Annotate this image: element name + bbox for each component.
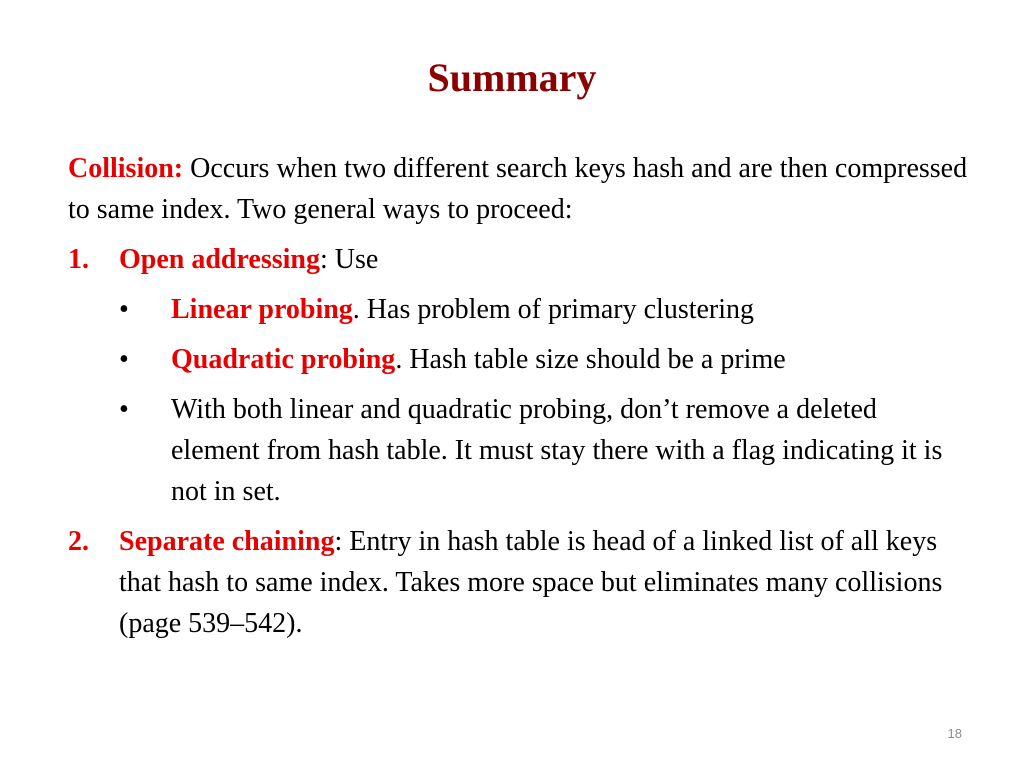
- bullet-quadratic-probing: [119, 339, 968, 380]
- bullet-linear-probing: [119, 289, 968, 330]
- bullet-deletion-note: [119, 389, 968, 512]
- open-addressing-label: Open addressing: [119, 244, 320, 275]
- list-item-separate-chaining: [68, 521, 968, 644]
- list-number: 1.: [68, 244, 89, 275]
- deletion-note-text: With both linear and quadratic probing, don’t remove a deleted element from hash table. It must stay there with a flag indicating it is not in set.: [171, 394, 943, 507]
- list-item-open-addressing: [68, 239, 968, 512]
- slide-body: [68, 148, 968, 644]
- linear-probing-label: Linear probing: [171, 294, 353, 325]
- list-number: 2.: [68, 526, 89, 557]
- quadratic-probing-text: . Hash table size should be a prime: [395, 344, 786, 375]
- quadratic-probing-label: Quadratic probing: [171, 344, 396, 375]
- open-addressing-bullets: [119, 289, 968, 512]
- linear-probing-text: . Has problem of primary clustering: [352, 294, 755, 325]
- collision-paragraph: [68, 148, 968, 230]
- collision-label: Collision:: [68, 153, 184, 184]
- bullet-icon: •: [119, 294, 129, 325]
- separate-chaining-text: : Entry in hash table is head of a linked list of all keys that hash to same index. Takes more space but eliminates many collisions (page 539–542).: [119, 526, 943, 639]
- bullet-icon: •: [119, 394, 129, 425]
- slide-title: Summary: [427, 55, 597, 100]
- collision-text: Occurs when two different search keys hash and are then compressed to same index. Two general ways to proceed:: [68, 153, 968, 225]
- page-number: 18: [947, 726, 962, 741]
- open-addressing-text: : Use: [320, 244, 379, 275]
- separate-chaining-label: Separate chaining: [119, 526, 335, 557]
- bullet-icon: •: [119, 344, 129, 375]
